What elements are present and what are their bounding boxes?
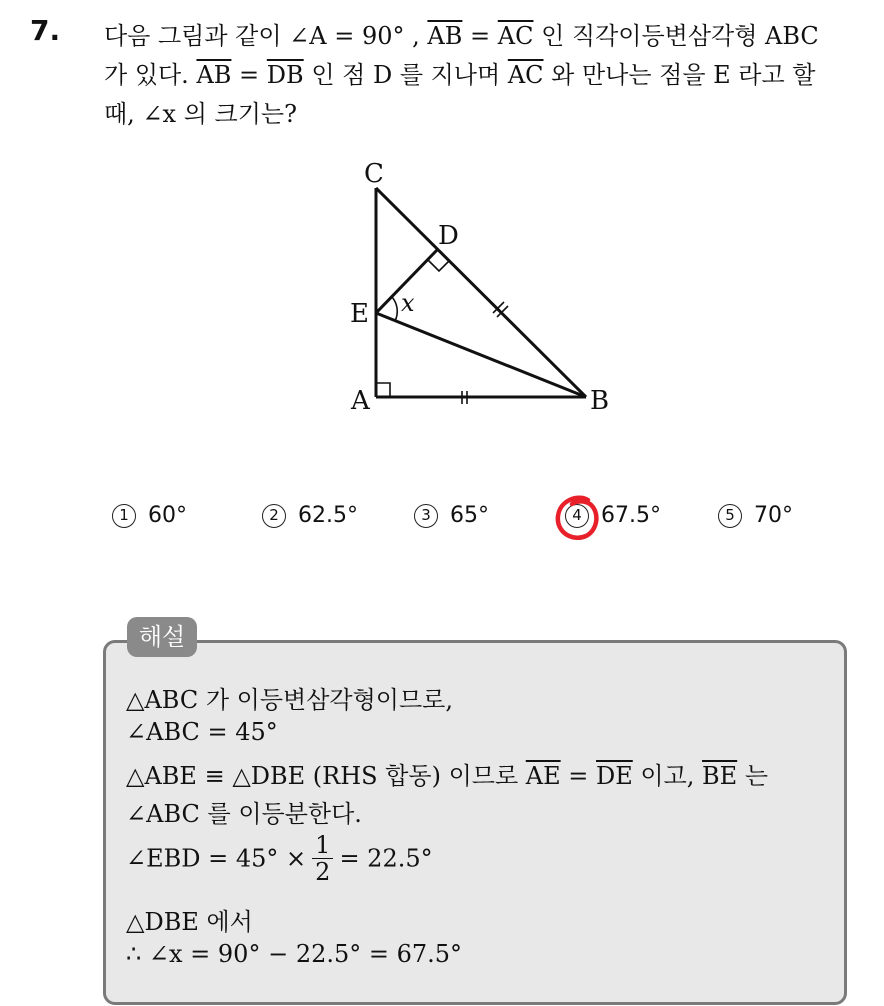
fraction-numerator: 1 (312, 832, 333, 859)
choice-number: 2 (262, 504, 286, 528)
solution-text: = 22.5° (339, 844, 433, 873)
segment-AE: $\overline{AE}$ (525, 762, 561, 790)
question-line-3: 때, ∠x 의 크기는? (104, 100, 297, 128)
choice-3[interactable] (414, 503, 489, 528)
segment-AB: $\overline{AB}$ (427, 22, 463, 50)
solution-text: 는 (737, 762, 769, 790)
right-angle-mark-D (428, 260, 449, 271)
solution-line-1: △ABC 가 이등변삼각형이므로, (126, 686, 453, 714)
solution-line-7: ∴ ∠x = 90° − 22.5° = 67.5° (126, 940, 463, 968)
segment-DB: $\overline{DB}$ (266, 61, 304, 89)
segment-AC: $\overline{AC}$ (507, 61, 544, 89)
segment-EB (376, 313, 586, 397)
choice-2[interactable] (262, 503, 358, 528)
segment-AB: $\overline{AB}$ (196, 61, 232, 89)
label-x: x (401, 289, 415, 317)
label-E: E (350, 299, 369, 329)
choice-number: 5 (718, 504, 742, 528)
question-line-1 (104, 16, 819, 51)
fraction-denominator: 2 (315, 858, 331, 886)
question-text: 와 만나는 점을 E 라고 할 (543, 61, 816, 89)
solution-line-6: △DBE 에서 (126, 908, 253, 936)
question-text: 인 직각이등변삼각형 ABC (533, 22, 819, 50)
fraction (312, 832, 333, 885)
segment-DE: $\overline{DE}$ (596, 762, 633, 790)
question-text: = (462, 22, 498, 50)
solution-line-3 (126, 756, 768, 791)
choice-5[interactable] (718, 503, 793, 528)
label-A: A (351, 386, 370, 416)
choice-text: 65° (450, 503, 489, 528)
right-angle-mark-A (376, 383, 390, 397)
solution-text: △ABE ≡ △DBE (RHS 합동) 이므로 (126, 762, 526, 790)
choice-text: 62.5° (298, 503, 358, 528)
solution-text: ∠EBD = 45° × (126, 844, 307, 873)
solution-tag: 해설 (127, 617, 197, 657)
choice-text: 70° (754, 503, 793, 528)
label-B: B (590, 386, 610, 416)
question-text: 인 점 D 를 지나며 (303, 61, 508, 89)
choice-number: 1 (112, 504, 136, 528)
answer-circle-mark-icon (552, 492, 604, 544)
solution-text: = (560, 762, 597, 790)
choice-1[interactable] (112, 503, 187, 528)
choice-text: 67.5° (601, 503, 661, 528)
question-line-2 (104, 55, 815, 90)
solution-line-4: ∠ABC 를 이등분한다. (126, 800, 362, 828)
triangle-figure (330, 150, 630, 440)
segment-AC: $\overline{AC}$ (497, 22, 534, 50)
choice-number: 4 (565, 504, 589, 528)
question-number: 7. (30, 14, 61, 47)
solution-line-5 (126, 832, 433, 885)
question-text: = (231, 61, 267, 89)
solution-line-2: ∠ABC = 45° (126, 718, 278, 746)
choice-text: 60° (148, 503, 187, 528)
angle-x-arc (392, 297, 397, 321)
label-D: D (438, 221, 459, 251)
segment-BE: $\overline{BE}$ (702, 762, 738, 790)
label-C: C (364, 159, 384, 189)
choice-number: 3 (414, 504, 438, 528)
question-text: 다음 그림과 같이 ∠A = 90° , (104, 22, 428, 50)
answer-choices (0, 503, 884, 543)
solution-text: 이고, (632, 762, 703, 790)
question-text: 가 있다. (104, 61, 197, 89)
